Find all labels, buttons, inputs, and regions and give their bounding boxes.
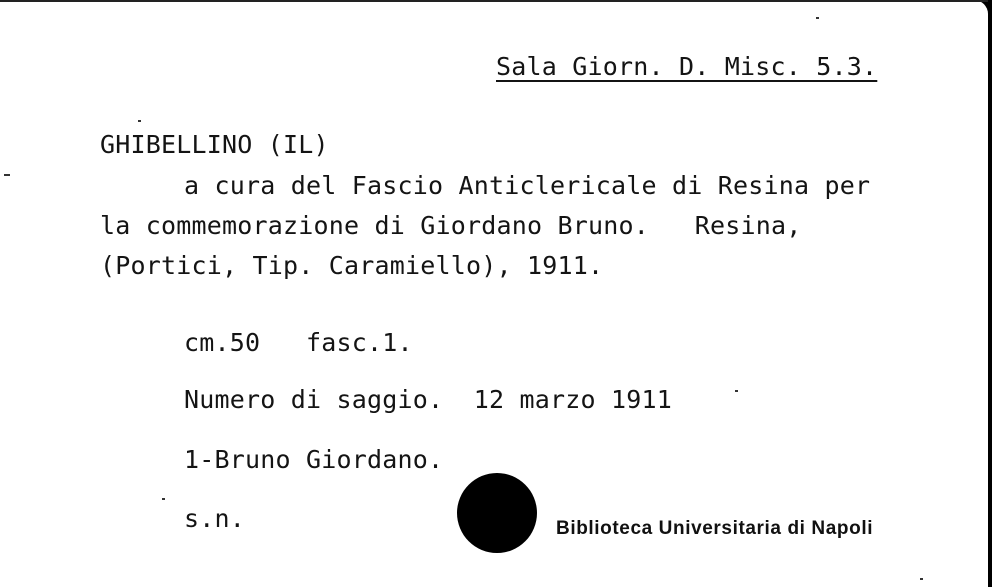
description-line-3: (Portici, Tip. Caramiello), 1911.	[100, 251, 604, 280]
speck	[735, 390, 738, 392]
sn-note: s.n.	[184, 504, 246, 533]
library-stamp: Biblioteca Universitaria di Napoli	[556, 518, 874, 539]
speck	[920, 578, 923, 580]
card-heading: GHIBELLINO (IL)	[100, 130, 329, 159]
description-line-1: a cura del Fascio Anticlericale di Resina per	[184, 171, 871, 200]
speck	[138, 120, 141, 122]
physical-description: cm.50 fasc.1.	[184, 328, 413, 357]
speck	[816, 17, 819, 19]
speck	[162, 498, 165, 500]
description-line-2: la commemorazione di Giordano Bruno. Resina,	[100, 211, 802, 240]
deposit-note: Numero di saggio. 12 marzo 1911	[184, 385, 673, 414]
card-top-edge	[0, 0, 988, 2]
speck	[4, 174, 10, 176]
stamp-dot	[457, 473, 537, 553]
shelfmark: Sala Giorn. D. Misc. 5.3.	[496, 52, 878, 81]
subject-entry: 1-Bruno Giordano.	[184, 445, 444, 474]
